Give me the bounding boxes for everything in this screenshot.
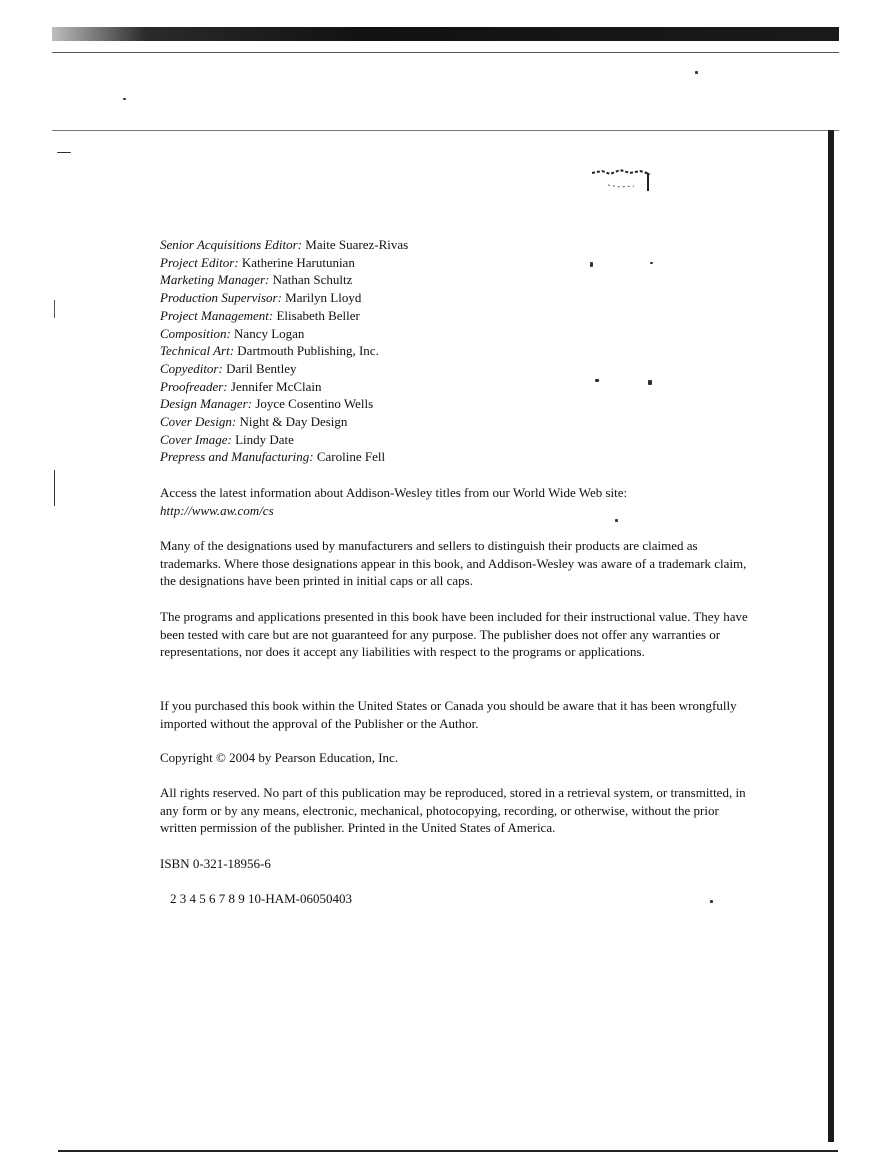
credit-line (160, 325, 580, 343)
rights-paragraph: All rights reserved. No part of this publication may be reproduced, stored in a retrieval system, or transmitted, in any form or by any means, electronic, mechanical, photocopying, recording, or otherwise, without the prior written permission of the publisher. Printed in the United States of America. (160, 785, 746, 836)
credit-line (160, 254, 580, 272)
copyright-line: Copyright © 2004 by Pearson Education, Inc. (160, 750, 399, 765)
scan-top-rule (52, 52, 839, 53)
credit-name: Nathan Schultz (272, 272, 353, 288)
credit-line (160, 395, 580, 413)
scan-speck (595, 379, 599, 382)
scan-top-bar (52, 27, 839, 41)
credit-role: Cover Image: (160, 431, 232, 447)
credit-role: Proofreader: (160, 378, 228, 394)
credit-line (160, 431, 580, 449)
trademarks-paragraph: Many of the designations used by manufacturers and sellers to distinguish their products are claimed as trademarks. Where those designations appear in this book, and Addison-Wesley was aware of a trademark claim, the designations have been printed in initial caps or all caps. (160, 538, 747, 589)
scan-mid-rule (52, 130, 839, 131)
scan-bottom-rule (58, 1150, 838, 1152)
credit-role: Copyeditor: (160, 360, 223, 376)
credit-role: Marketing Manager: (160, 272, 270, 288)
credit-role: Prepress and Manufacturing: (160, 449, 314, 465)
credit-role: Project Editor: (160, 254, 239, 270)
credit-name: Lindy Date (235, 431, 294, 447)
credit-line (160, 413, 580, 431)
credit-name: Marilyn Lloyd (285, 290, 362, 306)
credit-role: Composition: (160, 325, 231, 341)
credit-line (160, 378, 580, 396)
website-link[interactable]: http://www.aw.com/cs (160, 502, 274, 518)
credit-line (160, 448, 580, 466)
credit-name: Dartmouth Publishing, Inc. (237, 343, 379, 359)
programs-disclaimer-paragraph: The programs and applications presented in this book have been included for their instructional value. They have been tested with care but are not guaranteed for any purpose. The publisher does not offer any warranties or representations, nor does it accept any liabilities with respect to the programs or applications. (160, 609, 748, 660)
credit-name: Caroline Fell (316, 449, 386, 465)
credit-name: Daril Bentley (226, 360, 297, 376)
scan-speck (590, 262, 593, 267)
isbn-line: ISBN 0-321-18956-6 (160, 856, 271, 871)
credit-role: Project Management: (160, 307, 274, 323)
scan-speck (648, 380, 652, 385)
credit-line (160, 236, 580, 254)
scan-smudge (590, 165, 656, 195)
credit-line (160, 360, 580, 378)
credit-name: Maite Suarez-Rivas (305, 237, 409, 252)
credit-name: Night & Day Design (239, 414, 348, 430)
scan-speck (615, 519, 618, 522)
credit-role: Design Manager: (160, 396, 253, 412)
credit-role: Technical Art: (160, 343, 235, 359)
credit-line (160, 342, 580, 360)
credits-list (160, 236, 580, 466)
credit-name: Joyce Cosentino Wells (255, 396, 374, 412)
printing-number-line: 2 3 4 5 6 7 8 9 10-HAM-06050403 (170, 891, 352, 906)
scan-left-mark (54, 470, 55, 506)
import-notice-paragraph: If you purchased this book within the United States or Canada you should be aware that it has been wrongfully imported without the approval of the Publisher or the Author. (160, 698, 737, 731)
scan-speck (650, 262, 653, 264)
scan-speck (695, 71, 698, 74)
scan-speck (123, 98, 126, 100)
credit-line (160, 307, 580, 325)
credit-role: Cover Design: (160, 414, 237, 430)
access-text: Access the latest information about Addison-Wesley titles from our World Wide Web site: (160, 485, 628, 500)
credit-line (160, 289, 580, 307)
scan-speck (57, 152, 71, 153)
credit-name: Katherine Harutunian (241, 254, 355, 270)
credit-name: Jennifer McClain (230, 378, 322, 394)
credit-role: Production Supervisor: (160, 290, 282, 306)
credit-role: Senior Acquisitions Editor: (160, 237, 303, 252)
credit-name: Elisabeth Beller (276, 307, 360, 323)
access-paragraph (160, 484, 750, 519)
credit-name: Nancy Logan (234, 325, 305, 341)
credit-line (160, 271, 580, 289)
scan-left-mark (54, 300, 55, 318)
scan-right-edge (828, 130, 834, 1142)
